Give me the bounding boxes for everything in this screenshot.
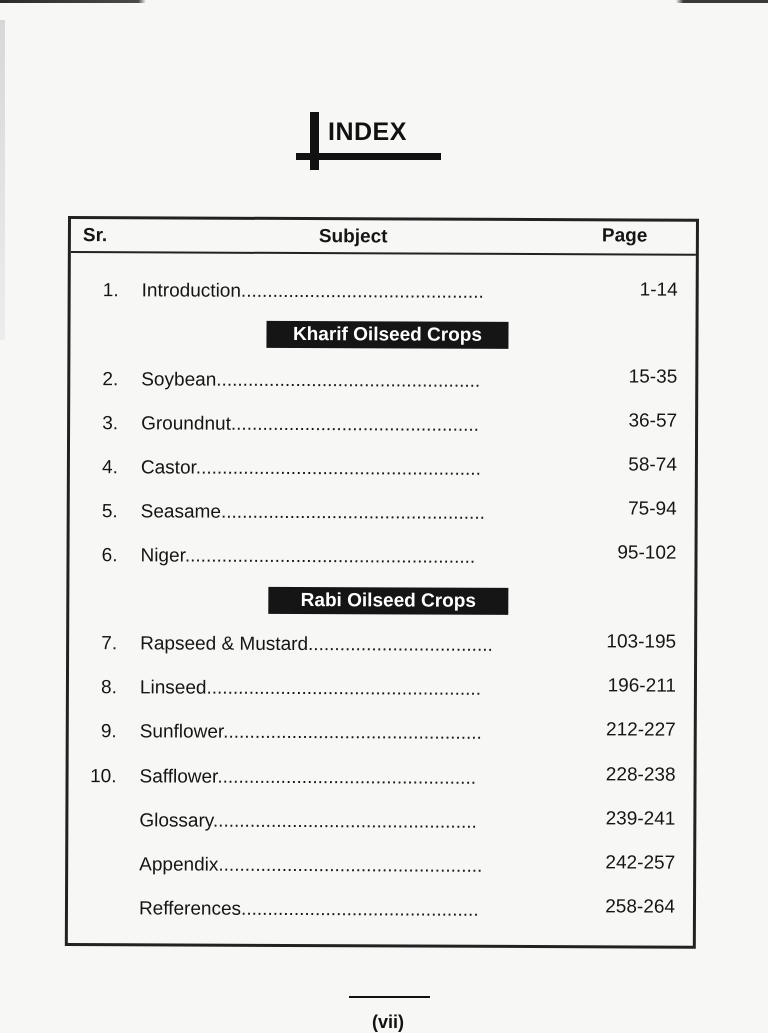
table-row xyxy=(69,677,694,710)
title-vertical-bar xyxy=(310,112,319,170)
table-row xyxy=(70,457,695,490)
row-sr: 4. xyxy=(70,457,118,479)
row-subject: Glossary.................................................. xyxy=(139,810,579,834)
table-row xyxy=(70,413,695,446)
row-sr: 7. xyxy=(69,633,117,655)
header-page: Page xyxy=(602,225,648,247)
row-page: 95-102 xyxy=(617,542,676,564)
row-page: 212-227 xyxy=(606,719,676,741)
page-top-edge xyxy=(0,0,768,3)
page-left-edge xyxy=(0,20,5,340)
index-table xyxy=(65,216,699,949)
row-subject: Safflower................................................. xyxy=(140,766,580,790)
page-title: INDEX xyxy=(328,118,407,147)
row-page: 75-94 xyxy=(628,498,677,520)
footer-rule xyxy=(349,996,430,998)
table-row xyxy=(68,854,693,887)
table-row xyxy=(70,501,695,534)
title-horizontal-bar xyxy=(296,153,441,160)
row-sr: 2. xyxy=(70,369,118,391)
row-page: 58-74 xyxy=(628,454,677,476)
row-sr: 3. xyxy=(70,413,118,435)
row-page: 196-211 xyxy=(608,675,676,697)
row-page: 242-257 xyxy=(605,852,675,874)
table-header xyxy=(71,219,696,256)
table-row xyxy=(69,721,694,754)
table-row xyxy=(70,369,695,402)
row-sr: 1. xyxy=(71,280,119,302)
row-page: 103-195 xyxy=(606,631,676,653)
table-row xyxy=(69,633,694,666)
row-sr: 5. xyxy=(70,501,118,523)
table-row xyxy=(68,898,693,931)
row-subject: Rapseed & Mustard................................... xyxy=(140,633,580,657)
section-heading-rabi: Rabi Oilseed Crops xyxy=(268,587,508,615)
row-page: 239-241 xyxy=(606,808,676,830)
row-page: 15-35 xyxy=(629,366,678,388)
row-sr: 6. xyxy=(69,545,117,567)
row-subject: Niger....................................................... xyxy=(140,545,580,569)
row-page: 258-264 xyxy=(605,896,675,918)
table-row xyxy=(68,766,693,799)
page-number: (vii) xyxy=(372,1012,404,1033)
index-title-block xyxy=(296,112,442,172)
row-subject: Appendix.................................................. xyxy=(139,854,579,878)
table-row xyxy=(68,810,693,843)
section-heading-kharif: Kharif Oilseed Crops xyxy=(266,321,508,349)
table-row xyxy=(69,545,694,578)
header-sr: Sr. xyxy=(83,225,107,247)
row-page: 228-238 xyxy=(606,764,676,786)
row-subject: Groundnut............................................... xyxy=(141,413,581,437)
row-page: 36-57 xyxy=(628,410,677,432)
row-subject: Sunflower................................................. xyxy=(140,721,580,745)
row-subject: Soybean.................................................. xyxy=(141,369,581,393)
header-subject: Subject xyxy=(319,226,388,248)
row-subject: Seasame.................................................. xyxy=(141,501,581,525)
row-sr: 10. xyxy=(69,766,117,788)
row-subject: Introduction.............................................. xyxy=(142,280,582,304)
row-subject: Linseed.................................................... xyxy=(140,677,580,701)
table-row xyxy=(71,280,696,313)
row-sr: 9. xyxy=(69,721,117,743)
row-subject: Castor...................................................... xyxy=(141,457,581,481)
row-sr: 8. xyxy=(69,677,117,699)
row-page: 1-14 xyxy=(640,279,678,301)
row-subject: Refferences............................................. xyxy=(139,898,579,922)
